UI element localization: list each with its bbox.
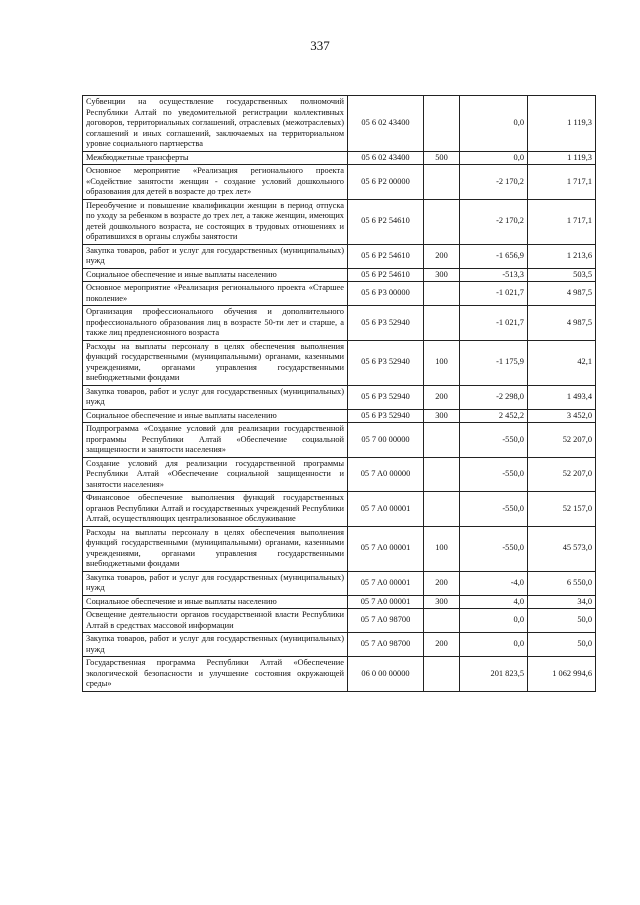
amount-change-cell: -4,0 [460, 571, 528, 595]
target-article-code-cell: 05 6 02 43400 [348, 96, 424, 152]
target-article-code-cell: 05 7 A0 00001 [348, 526, 424, 571]
target-article-code-cell: 05 7 A0 00001 [348, 595, 424, 609]
amount-change-cell: 0,0 [460, 151, 528, 165]
table-row [83, 244, 596, 268]
amount-change-cell: -1 656,9 [460, 244, 528, 268]
expenditure-name-cell: Социальное обеспечение и иные выплаты населению [83, 595, 348, 609]
expense-type-cell [424, 492, 460, 527]
amount-change-cell: -2 170,2 [460, 199, 528, 244]
target-article-code-cell: 05 7 A0 00000 [348, 457, 424, 492]
expense-type-cell: 500 [424, 151, 460, 165]
expenditure-name-cell: Закупка товаров, работ и услуг для государственных (муниципальных) нужд [83, 571, 348, 595]
target-article-code-cell: 05 6 P3 52940 [348, 340, 424, 385]
table-row [83, 526, 596, 571]
expenditure-name-cell: Организация профессионального обучения и дополнительного профессионального образования лиц в возрасте 50-ти лет и старше, а также лиц предпенсионного возраста [83, 306, 348, 341]
amount-change-cell: 0,0 [460, 633, 528, 657]
amount-total-cell: 1 062 994,6 [528, 657, 596, 692]
expense-type-cell: 100 [424, 526, 460, 571]
expense-type-cell [424, 165, 460, 200]
amount-total-cell: 1 119,3 [528, 151, 596, 165]
amount-total-cell: 1 493,4 [528, 385, 596, 409]
target-article-code-cell: 05 6 P2 54610 [348, 268, 424, 282]
table-row [83, 657, 596, 692]
table-row [83, 595, 596, 609]
table-row [83, 457, 596, 492]
expense-type-cell: 300 [424, 268, 460, 282]
expenditure-name-cell: Закупка товаров, работ и услуг для государственных (муниципальных) нужд [83, 244, 348, 268]
amount-total-cell: 1 119,3 [528, 96, 596, 152]
target-article-code-cell: 05 6 P2 00000 [348, 165, 424, 200]
expenditure-name-cell: Субвенции на осуществление государственных полномочий Республики Алтай по уведомительной регистрации коллективных договоров, территориальных соглашений, отраслевых (межотраслевых) соглашений и иных соглашений, заключаемых на территориальном уровне социального партнерства [83, 96, 348, 152]
page-number: 337 [310, 38, 330, 53]
table-row [83, 268, 596, 282]
expense-type-cell: 100 [424, 340, 460, 385]
amount-change-cell: 201 823,5 [460, 657, 528, 692]
target-article-code-cell: 05 6 P3 00000 [348, 282, 424, 306]
expenditure-name-cell: Финансовое обеспечение выполнения функций государственных органов Республики Алтай и государственных учреждений Республики Алтай, осуществляющих централизованное обслуживание [83, 492, 348, 527]
table-row [83, 199, 596, 244]
amount-total-cell: 1 213,6 [528, 244, 596, 268]
amount-total-cell: 45 573,0 [528, 526, 596, 571]
amount-change-cell: -2 170,2 [460, 165, 528, 200]
expenditure-name-cell: Межбюджетные трансферты [83, 151, 348, 165]
table-row [83, 151, 596, 165]
amount-total-cell: 52 207,0 [528, 423, 596, 458]
amount-total-cell: 1 717,1 [528, 165, 596, 200]
expenditure-name-cell: Основное мероприятие «Реализация регионального проекта «Содействие занятости женщин - создание условий дошкольного образования для детей в возрасте до трех лет» [83, 165, 348, 200]
amount-total-cell: 4 987,5 [528, 282, 596, 306]
amount-total-cell: 52 207,0 [528, 457, 596, 492]
expense-type-cell: 200 [424, 385, 460, 409]
target-article-code-cell: 05 7 00 00000 [348, 423, 424, 458]
amount-change-cell: -550,0 [460, 526, 528, 571]
expenditure-name-cell: Социальное обеспечение и иные выплаты населению [83, 409, 348, 423]
expense-type-cell [424, 657, 460, 692]
amount-total-cell: 1 717,1 [528, 199, 596, 244]
amount-change-cell: 0,0 [460, 609, 528, 633]
table-row [83, 306, 596, 341]
amount-change-cell: -550,0 [460, 457, 528, 492]
expenditure-name-cell: Социальное обеспечение и иные выплаты населению [83, 268, 348, 282]
expense-type-cell: 300 [424, 595, 460, 609]
target-article-code-cell: 05 6 P3 52940 [348, 385, 424, 409]
table-row [83, 409, 596, 423]
amount-change-cell: -1 021,7 [460, 306, 528, 341]
expenditure-name-cell: Освещение деятельности органов государственной власти Республики Алтай в средствах массовой информации [83, 609, 348, 633]
expenditure-name-cell: Закупка товаров, работ и услуг для государственных (муниципальных) нужд [83, 633, 348, 657]
amount-change-cell: -550,0 [460, 492, 528, 527]
target-article-code-cell: 05 7 A0 98700 [348, 633, 424, 657]
target-article-code-cell: 05 6 P2 54610 [348, 199, 424, 244]
amount-change-cell: -550,0 [460, 423, 528, 458]
expense-type-cell: 200 [424, 571, 460, 595]
amount-total-cell: 52 157,0 [528, 492, 596, 527]
table-row [83, 423, 596, 458]
expenditure-name-cell: Основное мероприятие «Реализация регионального проекта «Старшее поколение» [83, 282, 348, 306]
expense-type-cell: 200 [424, 633, 460, 657]
expense-type-cell [424, 96, 460, 152]
table-row [83, 282, 596, 306]
amount-total-cell: 42,1 [528, 340, 596, 385]
target-article-code-cell: 05 6 P3 52940 [348, 409, 424, 423]
expenditure-name-cell: Расходы на выплаты персоналу в целях обеспечения выполнения функций государственными (муниципальными) органами, казенными учреждениями, органами управления государственными внебюджетными фондами [83, 526, 348, 571]
table-row [83, 340, 596, 385]
table-row [83, 385, 596, 409]
budget-table-body [83, 96, 596, 692]
expense-type-cell [424, 282, 460, 306]
amount-change-cell: 4,0 [460, 595, 528, 609]
amount-total-cell: 503,5 [528, 268, 596, 282]
expenditure-name-cell: Создание условий для реализации государственной программы Республики Алтай «Обеспечение социальной защищенности и занятости населения» [83, 457, 348, 492]
amount-change-cell: -1 175,9 [460, 340, 528, 385]
amount-change-cell: -513,3 [460, 268, 528, 282]
table-row [83, 492, 596, 527]
target-article-code-cell: 05 6 02 43400 [348, 151, 424, 165]
amount-total-cell: 50,0 [528, 633, 596, 657]
target-article-code-cell: 05 7 A0 98700 [348, 609, 424, 633]
expenditure-name-cell: Закупка товаров, работ и услуг для государственных (муниципальных) нужд [83, 385, 348, 409]
expenditure-name-cell: Переобучение и повышение квалификации женщин в период отпуска по уходу за ребенком в возрасте до трех лет, а также женщин, имеющих детей дошкольного возраста, не состоящих в трудовых отношениях и обратившихся в органы службы занятости [83, 199, 348, 244]
expenditure-name-cell: Расходы на выплаты персоналу в целях обеспечения выполнения функций государственными (муниципальными) органами, казенными учреждениями, органами управления государственными внебюджетными фондами [83, 340, 348, 385]
target-article-code-cell: 05 6 P3 52940 [348, 306, 424, 341]
target-article-code-cell: 05 6 P2 54610 [348, 244, 424, 268]
table-row [83, 165, 596, 200]
expense-type-cell [424, 306, 460, 341]
expense-type-cell: 200 [424, 244, 460, 268]
amount-total-cell: 3 452,0 [528, 409, 596, 423]
amount-total-cell: 4 987,5 [528, 306, 596, 341]
expense-type-cell [424, 609, 460, 633]
expenditure-name-cell: Государственная программа Республики Алтай «Обеспечение экологической безопасности и улучшение состояния окружающей среды» [83, 657, 348, 692]
table-row [83, 633, 596, 657]
target-article-code-cell: 05 7 A0 00001 [348, 571, 424, 595]
amount-total-cell: 50,0 [528, 609, 596, 633]
amount-change-cell: 2 452,2 [460, 409, 528, 423]
target-article-code-cell: 06 0 00 00000 [348, 657, 424, 692]
amount-change-cell: -1 021,7 [460, 282, 528, 306]
amount-change-cell: 0,0 [460, 96, 528, 152]
expenditure-name-cell: Подпрограмма «Создание условий для реализации государственной программы Республики Алтай «Обеспечение социальной защищенности и занятости населения» [83, 423, 348, 458]
expense-type-cell [424, 423, 460, 458]
table-row [83, 609, 596, 633]
expense-type-cell [424, 199, 460, 244]
expense-type-cell: 300 [424, 409, 460, 423]
budget-table [82, 95, 596, 692]
table-row [83, 96, 596, 152]
amount-change-cell: -2 298,0 [460, 385, 528, 409]
table-row [83, 571, 596, 595]
amount-total-cell: 34,0 [528, 595, 596, 609]
expense-type-cell [424, 457, 460, 492]
amount-total-cell: 6 550,0 [528, 571, 596, 595]
target-article-code-cell: 05 7 A0 00001 [348, 492, 424, 527]
